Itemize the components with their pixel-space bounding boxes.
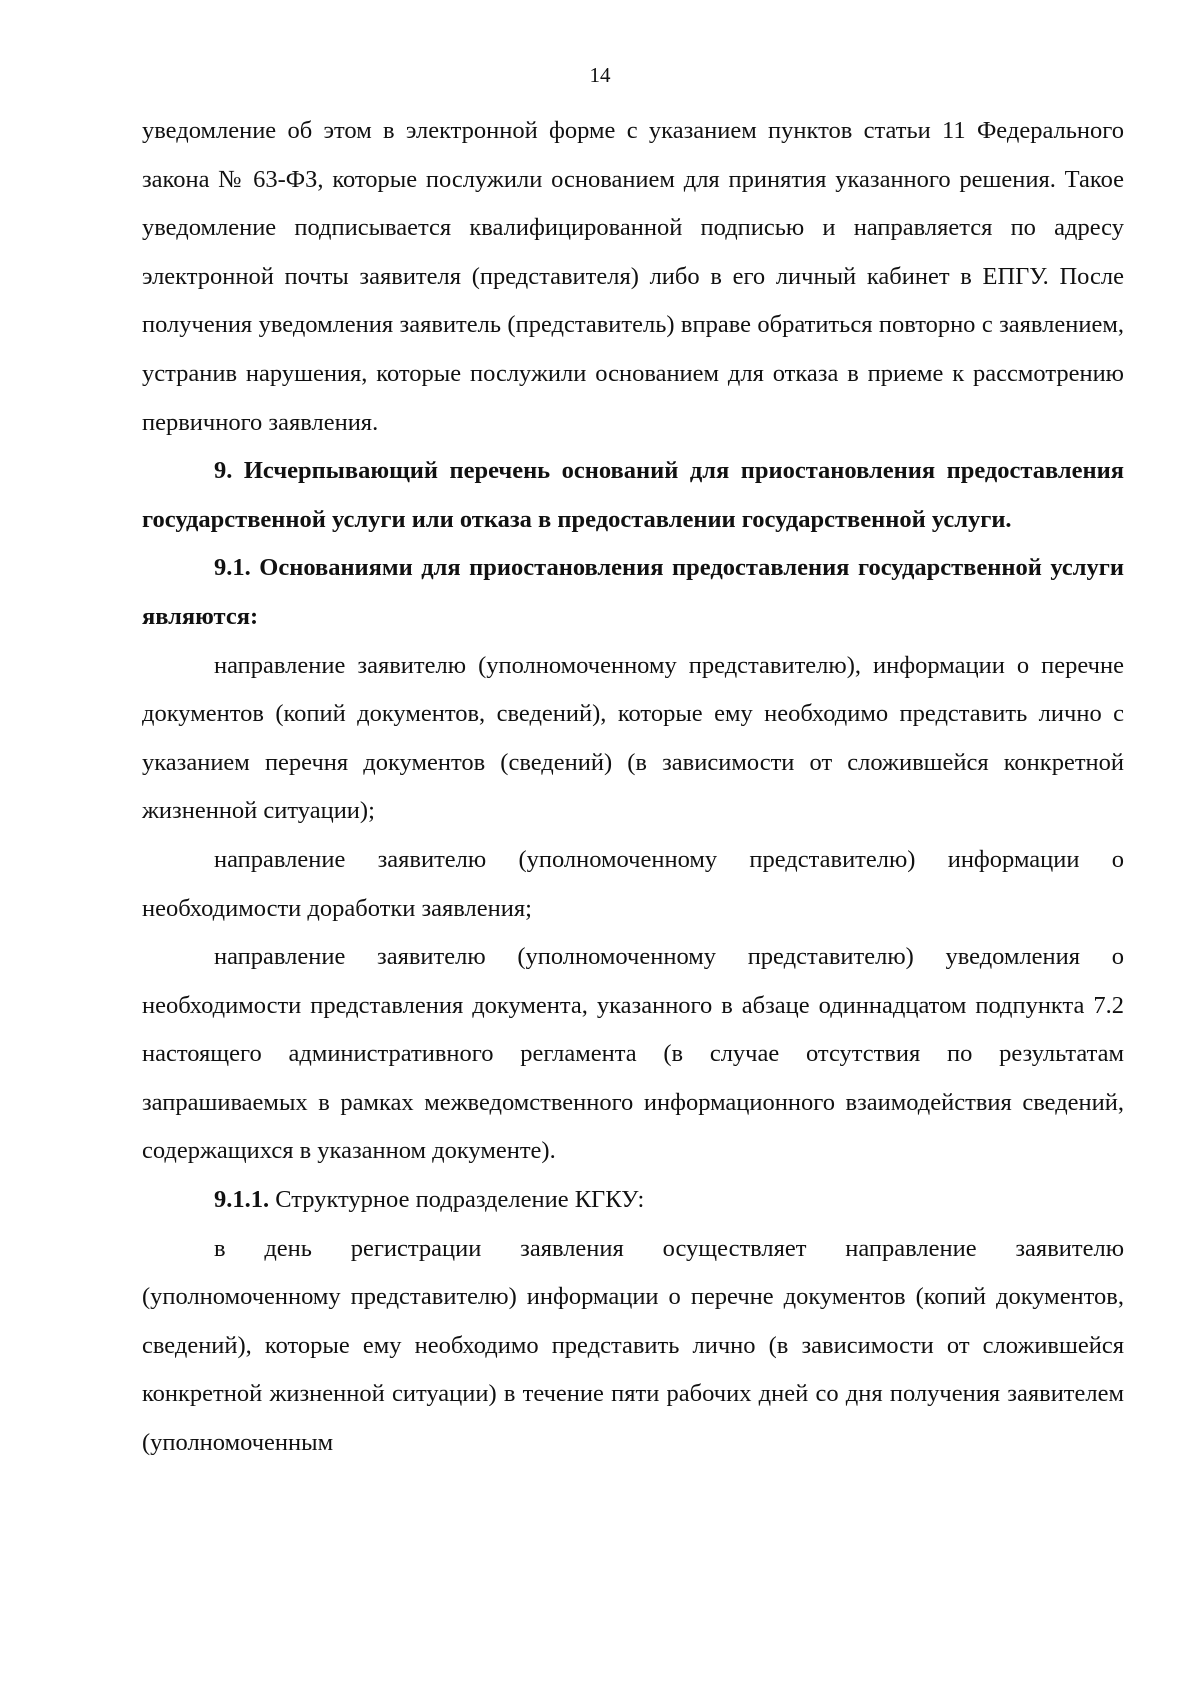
document-body (142, 107, 1124, 1468)
intro-paragraph: уведомление об этом в электронной форме с указанием пунктов статьи 11 Федерального закона № 63-ФЗ, которые послужили основанием для принятия указанного решения. Такое уведомление подписывается квалифицированной подписью и направляется по адресу электронной почты заявителя (представителя) либо в его личный кабинет в ЕПГУ. После получения уведомления заявитель (представитель) вправе обратиться повторно с заявлением, устранив нарушения, которые послужили основанием для отказа в приеме к рассмотрению первичного заявления. (142, 117, 1124, 436)
page-number: 14 (589, 63, 611, 87)
list-item-2: направление заявителю (уполномоченному представителю) информации о необходимости доработки заявления; (142, 845, 1124, 922)
section-9-heading: 9. Исчерпывающий перечень оснований для приостановления предоставления государственной услуги или отказа в предоставлении государственной услуги. (142, 457, 1124, 533)
section-9-1-1-heading (142, 1176, 1124, 1225)
list-item-3: направление заявителю (уполномоченному представителю) уведомления о необходимости представления документа, указанного в абзаце одиннадцатом подпункта 7.2 настоящего административного регламента (в случае отсутствия по результатам запрашиваемых в рамках межведомственного информационного взаимодействия сведений, содержащихся в указанном документе). (142, 943, 1124, 1165)
section-9-1-1-text: в день регистрации заявления осуществляет направление заявителю (уполномоченному представителю) информации о перечне документов (копий документов, сведений), которые ему необходимо представить лично (в зависимости от сложившейся конкретной жизненной ситуации) в течение пяти рабочих дней со дня получения заявителем (уполномоченным (142, 1234, 1124, 1457)
list-item-1: направление заявителю (уполномоченному представителю), информации о перечне документов (копий документов, сведений), которые ему необходимо представить лично с указанием перечня документов (сведений) (в зависимости от сложившейся конкретной жизненной ситуации); (142, 651, 1124, 825)
section-9-1-1-number: 9.1.1. (214, 1186, 270, 1214)
section-9-1-heading: 9.1. Основаниями для приостановления предоставления государственной услуги являются: (142, 554, 1124, 630)
section-9-1-1-title: Структурное подразделение КГКУ: (269, 1186, 645, 1214)
